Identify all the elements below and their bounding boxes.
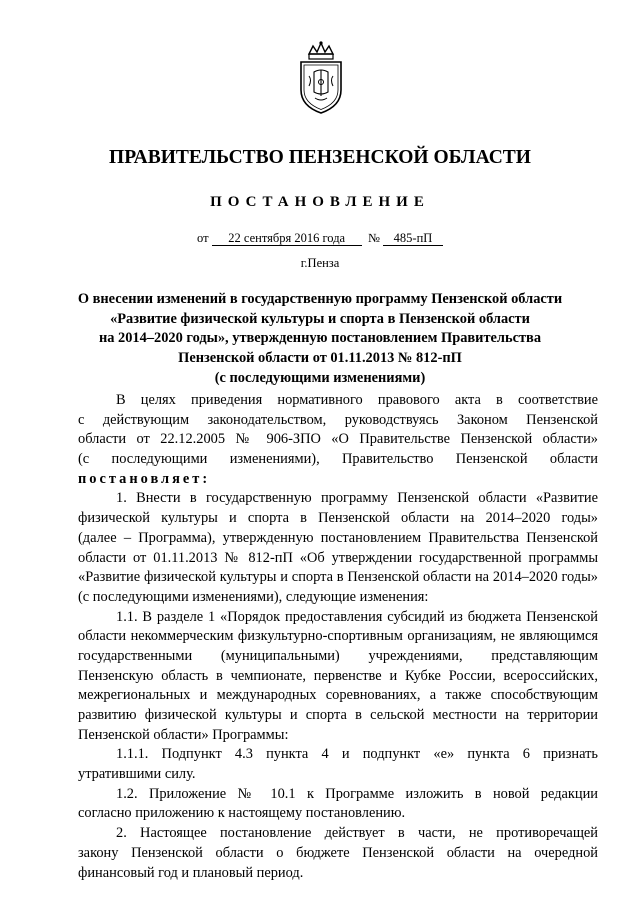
body-text-line: финансовый год и плановый период.: [78, 864, 304, 881]
body-text-line: области от 01.11.2013 № 812-пП «Об утверждении государственной программы: [78, 549, 598, 566]
body-text-line: утратившими силу.: [78, 766, 196, 783]
heading-line: на 2014–2020 годы», утвержденную постановлением Правительства: [98, 330, 542, 347]
city-label: г.Пенза: [300, 256, 340, 270]
body-text-line: (далее – Программа), утвержденную постановлением Правительства Пензенской: [78, 529, 598, 546]
body-text-line: государственными (муниципальными) учреждениями, представляющим: [78, 647, 598, 664]
body-text-line: (с последующими изменениями), следующие изменения:: [78, 588, 429, 605]
body-text-line: 2. Настоящее постановление действует в части, не противоречащей: [116, 825, 598, 842]
heading-line: «Развитие физической культуры и спорта в Пензенской области: [110, 310, 530, 327]
body-text-line: 1. Внести в государственную программу Пензенской области «Развитие: [116, 490, 598, 507]
organization-title: ПРАВИТЕЛЬСТВО ПЕНЗЕНСКОЙ ОБЛАСТИ: [109, 147, 531, 168]
body-text-line: [78, 470, 598, 490]
coat-of-arms-icon: [295, 40, 347, 116]
body-text-line: закону Пензенской области о бюджете Пензенской области на очередной: [78, 844, 598, 861]
body-text-line: Пензенской области» Программы:: [78, 726, 289, 743]
body-text-line: с действующим законодательством, руководствуясь Законом Пензенской: [78, 411, 598, 428]
document-number: 485-пП: [383, 231, 443, 246]
document-date: 22 сентября 2016 года: [212, 231, 362, 246]
body-text-line: 1.2. Приложение № 10.1 к Программе изложить в новой редакции: [116, 785, 598, 802]
body-text-line: «Развитие физической культуры и спорта в Пензенской области на 2014–2020 годы»: [78, 569, 598, 586]
body-text-line: развитию физической культуры и спорта в сельской местности на территории: [78, 707, 598, 723]
number-prefix: №: [367, 231, 380, 245]
heading-line: О внесении изменений в государственную программу Пензенской области: [77, 291, 563, 307]
body-text-line: межрегиональных и международных соревнованиях, а также способствующим: [78, 687, 598, 704]
body-text-line: области некоммерческим физкультурно-спортивным организациям, не являющимся: [78, 628, 598, 645]
body-text-line: согласно приложению к настоящему постановлению.: [78, 805, 406, 822]
document-heading: [60, 290, 580, 389]
document-body: [78, 391, 598, 883]
body-text-line: области от 22.12.2005 № 906-ЗПО «О Правительстве Пензенской области»: [78, 431, 598, 448]
date-number-line: [0, 231, 640, 246]
heading-line: (с последующими изменениями): [214, 369, 426, 386]
body-text-line: В целях приведения нормативного правового акта в соответствие: [116, 392, 598, 408]
body-text-line: (с последующими изменениями), Правительство Пензенской области: [78, 451, 598, 468]
body-text-line: 1.1.1. Подпункт 4.3 пункта 4 и подпункт «е» пункта 6 признать: [116, 746, 598, 763]
document-type: ПОСТАНОВЛЕНИЕ: [210, 194, 430, 210]
body-text-line: 1.1. В разделе 1 «Порядок предоставления субсидий из бюджета Пензенской: [116, 608, 598, 625]
decision-keyword: постановляет:: [78, 470, 211, 487]
heading-line: Пензенской области от 01.11.2013 № 812-пП: [178, 350, 462, 367]
date-prefix: от: [197, 231, 209, 245]
body-text-line: Пензенскую область в чемпионате, первенстве и Кубке России, всероссийских,: [78, 667, 598, 684]
body-text-line: физической культуры и спорта в Пензенской области на 2014–2020 годы»: [78, 510, 598, 527]
